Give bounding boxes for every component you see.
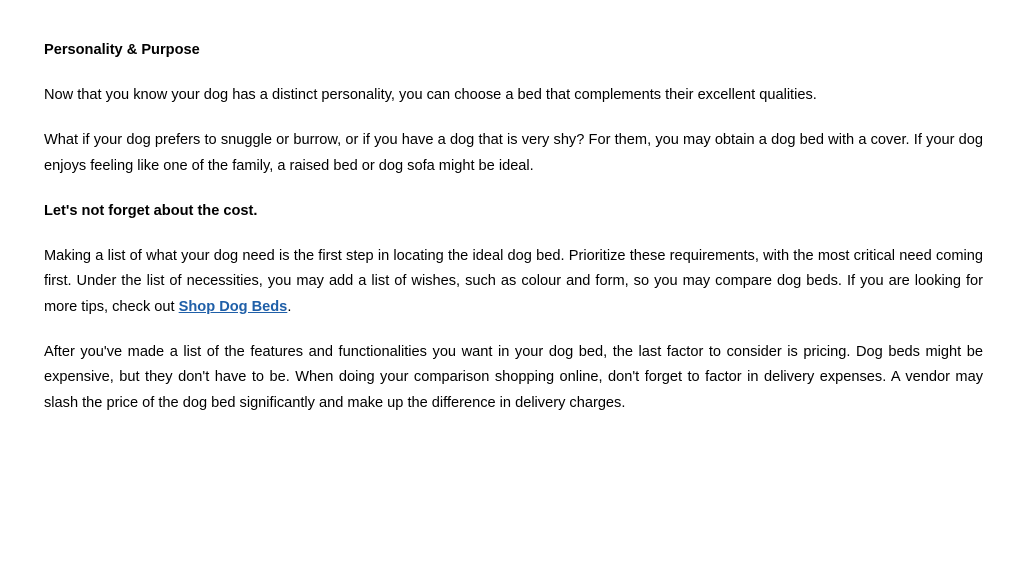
paragraph-list-needs-text: Making a list of what your dog need is the first step in locating the ideal dog bed. Prioritize these requirements, with the most critical need coming first. Under the list of necessities, you may add a list of wishes, such as colour and form, so you may compare dog beds. If you are looking for more tips, check out [44,247,983,315]
paragraph-pricing: After you've made a list of the features and functionalities you want in your dog bed, the last factor to consider is pricing. Dog beds might be expensive, but they don't have to be. When doing your comparison shopping online, don't forget to factor in delivery expenses. A vendor may slash the price of the dog bed significantly and make up the difference in delivery charges. [44,343,983,411]
heading-cost: Let's not forget about the cost. [44,202,258,219]
paragraph-personality-intro: Now that you know your dog has a distinct personality, you can choose a bed that complements their excellent qualities. [44,87,817,103]
paragraph-bed-cover: What if your dog prefers to snuggle or burrow, or if you have a dog that is very shy? For them, you may obtain a dog bed with a cover. If your dog enjoys feeling like one of the family, a raised bed or dog sofa might be ideal. [44,132,983,174]
shop-dog-beds-link[interactable]: Shop Dog Beds [178,298,288,315]
paragraph-list-needs-end: . [287,298,292,315]
heading-personality-purpose: Personality & Purpose [44,42,200,58]
paragraph-list-needs [44,244,983,321]
